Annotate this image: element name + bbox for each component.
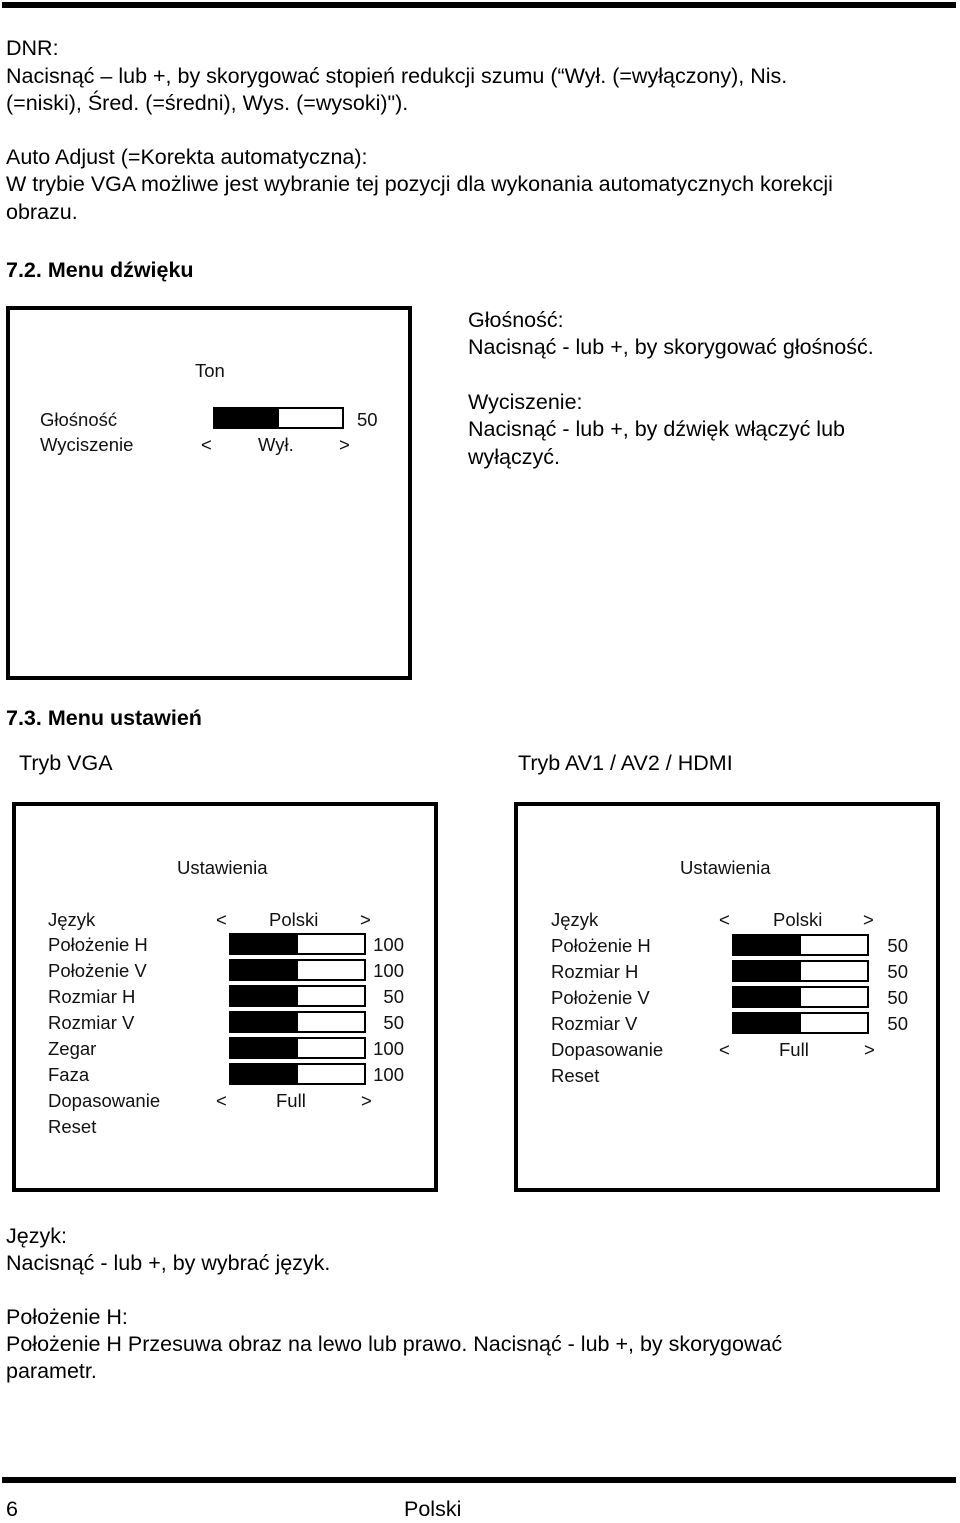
av-slider-label: Położenie V (551, 987, 650, 1008)
dnr-title: DNR: (6, 36, 59, 60)
vga-slider-label: Faza (48, 1064, 90, 1085)
hpos-desc-text-line2: parametr. (6, 1359, 97, 1383)
volume-label: Głośność (40, 409, 118, 430)
vga-language-label: Język (48, 909, 96, 930)
av-fit-option: Full (779, 1039, 809, 1060)
av-mode-label: Tryb AV1 / AV2 / HDMI (518, 751, 733, 775)
hpos-desc-title: Położenie H: (6, 1305, 128, 1329)
vga-settings-title: Ustawienia (177, 857, 268, 878)
vga-slider-label: Położenie V (48, 960, 147, 981)
sound-menu-title: Ton (195, 360, 225, 381)
av-fit-right-arrow[interactable]: > (864, 1039, 875, 1060)
av-slider-value: 50 (887, 961, 908, 982)
av-slider-fill (734, 1014, 801, 1032)
av-language-left-arrow[interactable]: < (719, 909, 730, 930)
volume-desc-text: Nacisnąć - lub +, by skorygować głośność. (468, 335, 874, 359)
mute-left-arrow[interactable]: < (201, 434, 212, 455)
vga-slider-value: 100 (373, 1038, 404, 1059)
vga-slider-label: Rozmiar V (48, 1012, 135, 1033)
vga-slider-fill (231, 1013, 298, 1031)
mute-desc-text-line2: wyłączyć. (468, 445, 560, 469)
vga-slider-fill (231, 935, 298, 953)
auto-adjust-text-line1: W trybie VGA możliwe jest wybranie tej pozycji dla wykonania automatycznych korekcji (6, 172, 833, 196)
vga-language-option: Polski (269, 909, 319, 930)
vga-slider-value: 100 (373, 934, 404, 955)
volume-desc-title: Głośność: (468, 308, 564, 332)
vga-slider-fill (231, 1039, 298, 1057)
auto-adjust-title: Auto Adjust (=Korekta automatyczna): (6, 145, 368, 169)
vga-slider-value: 100 (373, 960, 404, 981)
vga-mode-label: Tryb VGA (19, 751, 113, 775)
vga-slider-value: 100 (373, 1064, 404, 1085)
vga-fit-right-arrow[interactable]: > (361, 1090, 372, 1111)
vga-slider-fill (231, 987, 298, 1005)
mute-desc-text-line1: Nacisnąć - lub +, by dźwięk włączyć lub (468, 417, 845, 441)
av-fit-left-arrow[interactable]: < (719, 1039, 730, 1060)
mute-label: Wyciszenie (40, 434, 134, 455)
vga-language-right-arrow[interactable]: > (360, 909, 371, 930)
vga-slider-value: 50 (383, 1012, 404, 1033)
av-language-label: Język (551, 909, 599, 930)
vga-fit-option: Full (276, 1090, 306, 1111)
vga-reset-item[interactable]: Reset (48, 1116, 97, 1137)
top-rule (2, 2, 956, 8)
av-slider-value: 50 (887, 987, 908, 1008)
vga-slider-fill (231, 1065, 298, 1083)
dnr-text-line2: (=niski), Śred. (=średni), Wys. (=wysoki)"). (6, 91, 409, 115)
av-slider-fill (734, 962, 801, 980)
vga-language-left-arrow[interactable]: < (216, 909, 227, 930)
mute-desc-title: Wyciszenie: (468, 390, 583, 414)
av-slider-fill (734, 936, 801, 954)
av-slider-label: Rozmiar V (551, 1013, 638, 1034)
volume-slider-fill (215, 409, 279, 427)
av-language-option: Polski (773, 909, 823, 930)
footer-rule (2, 1477, 956, 1483)
volume-slider[interactable] (213, 407, 344, 429)
vga-slider-label: Rozmiar H (48, 986, 136, 1007)
av-slider-label: Rozmiar H (551, 961, 639, 982)
auto-adjust-text-line2: obrazu. (6, 200, 78, 224)
vga-fit-left-arrow[interactable]: < (216, 1090, 227, 1111)
vga-fit-label: Dopasowanie (48, 1090, 161, 1111)
language-desc-text: Nacisnąć - lub +, by wybrać język. (6, 1251, 331, 1275)
av-fit-label: Dopasowanie (551, 1039, 664, 1060)
vga-slider-value: 50 (383, 986, 404, 1007)
settings-menu-heading: 7.3. Menu ustawień (6, 706, 202, 730)
av-slider-fill (734, 988, 801, 1006)
vga-slider-fill (231, 961, 298, 979)
dnr-text-line1: Nacisnąć – lub +, by skorygować stopień redukcji szumu (“Wył. (=wyłączony), Nis. (6, 64, 788, 88)
av-settings-title: Ustawienia (680, 857, 771, 878)
language-desc-title: Język: (6, 1224, 67, 1248)
av-slider-value: 50 (887, 1013, 908, 1034)
footer-language: Polski (404, 1497, 462, 1521)
vga-slider-label: Zegar (48, 1038, 97, 1059)
av-slider-value: 50 (887, 935, 908, 956)
page-number: 6 (6, 1497, 18, 1521)
vga-slider-label: Położenie H (48, 934, 148, 955)
av-reset-item[interactable]: Reset (551, 1065, 600, 1086)
sound-menu-heading: 7.2. Menu dźwięku (6, 258, 194, 282)
mute-option: Wył. (258, 434, 294, 455)
hpos-desc-text-line1: Położenie H Przesuwa obraz na lewo lub prawo. Nacisnąć - lub +, by skorygować (6, 1332, 783, 1356)
volume-value: 50 (357, 409, 378, 430)
av-slider-label: Położenie H (551, 935, 651, 956)
av-language-right-arrow[interactable]: > (863, 909, 874, 930)
mute-right-arrow[interactable]: > (339, 434, 350, 455)
